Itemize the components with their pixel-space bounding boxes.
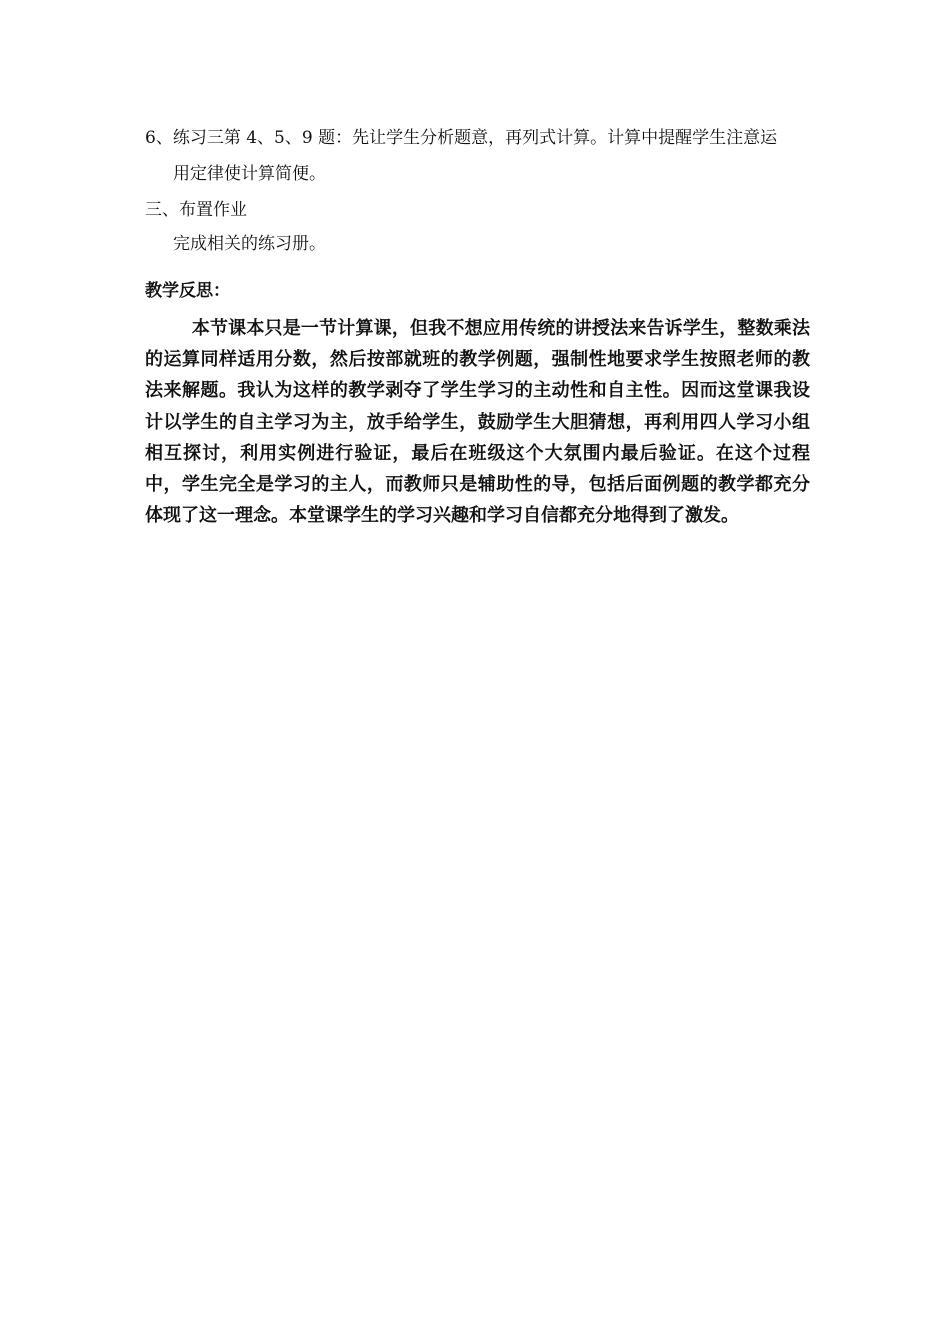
exercise-item-6: 6、练习三第 4、5、9 题：先让学生分析题意，再列式计算。计算中提醒学生注意运 xyxy=(145,128,778,148)
exercise-item-6-continued: 用定律使计算简便。 xyxy=(173,164,326,184)
reflection-paragraph: 本节课本只是一节计算课，但我不想应用传统的讲授法来告诉学生，整数乘法的运算同样适用分数，然后按部就班的教学例题，强制性地要求学生按照老师的教法来解题。我认为这样的教学剥夺了学生学习的主动性和自主性。因而这堂课我设计以学生的自主学习为主，放手给学生，鼓励学生大胆猜想，再利用四人学习小组相互探讨，利用实例进行验证，最后在班级这个大氛围内最后验证。在这个过程中，学生完全是学习的主人，而教师只是辅助性的导，包括后面例题的教学都充分体现了这一理念。本堂课学生的学习兴趣和学习自信都充分地得到了激发。 xyxy=(145,318,810,527)
section-heading-homework: 三、布置作业 xyxy=(145,200,247,220)
reflection-title: 教学反思： xyxy=(145,281,230,301)
homework-text: 完成相关的练习册。 xyxy=(173,234,326,254)
